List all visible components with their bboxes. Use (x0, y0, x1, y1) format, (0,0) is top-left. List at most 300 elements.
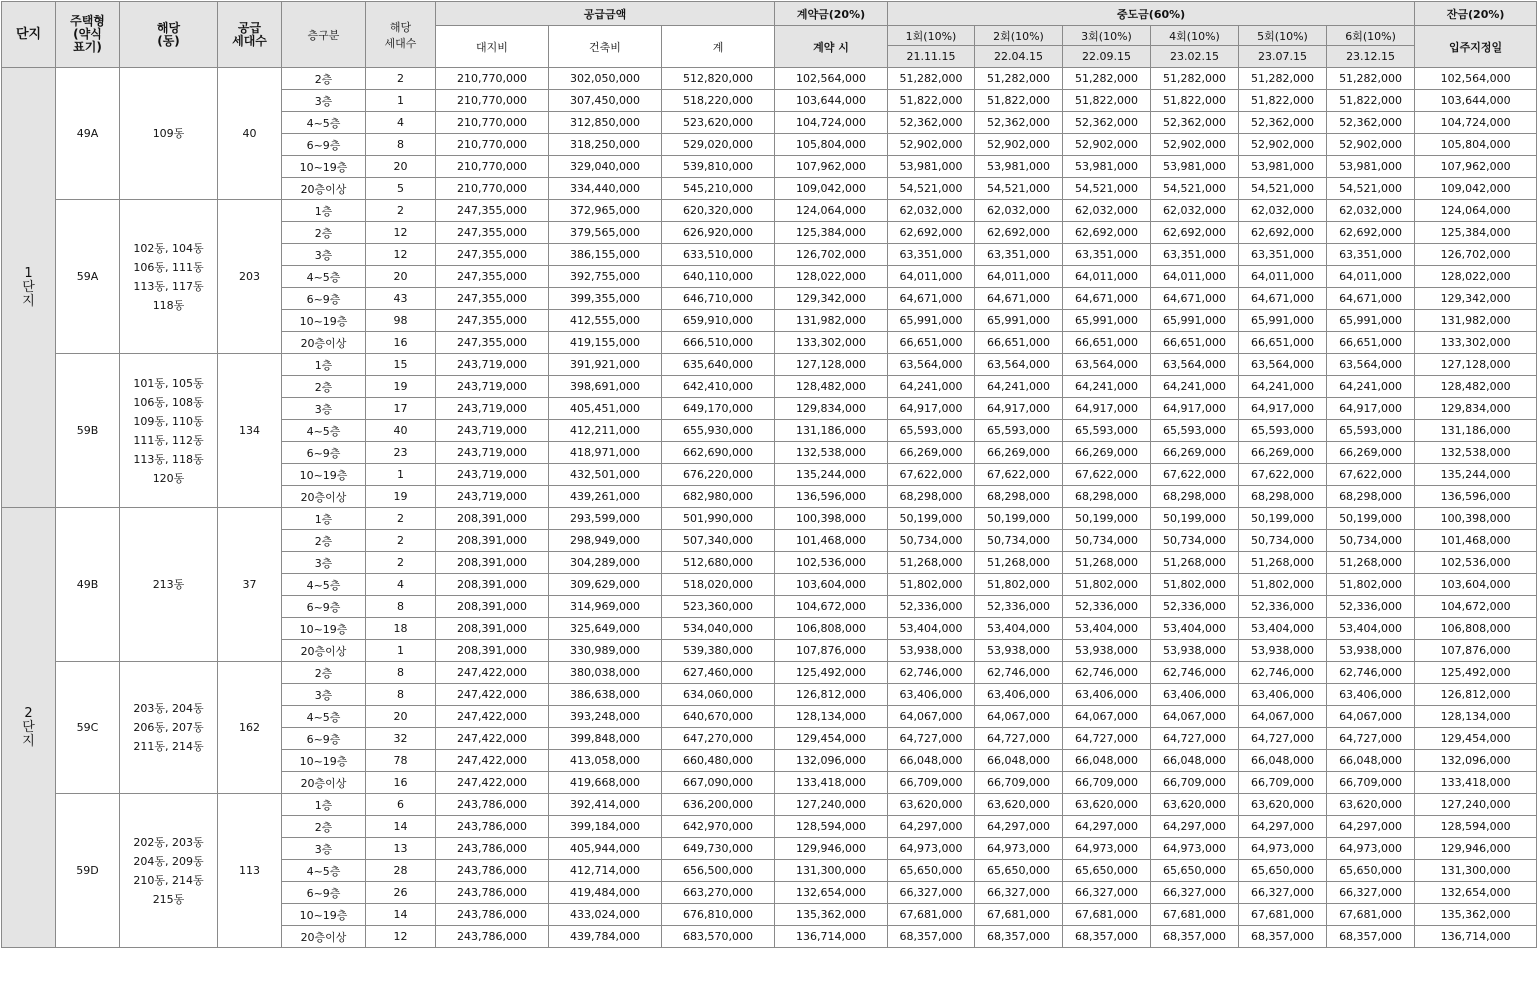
installment-2-amount: 63,564,000 (975, 354, 1063, 376)
unit-count: 12 (366, 926, 436, 948)
header-installment-3: 3회(10%) (1063, 26, 1151, 46)
installment-1-amount: 52,336,000 (888, 596, 975, 618)
text-line: 213동 (152, 578, 185, 591)
total-price: 640,670,000 (662, 706, 775, 728)
contract-amount: 109,042,000 (775, 178, 888, 200)
installment-3-amount: 68,298,000 (1063, 486, 1151, 508)
total-price: 626,920,000 (662, 222, 775, 244)
unit-count: 1 (366, 90, 436, 112)
total-price: 539,810,000 (662, 156, 775, 178)
installment-3-amount: 53,938,000 (1063, 640, 1151, 662)
total-price: 660,480,000 (662, 750, 775, 772)
balance-amount: 129,946,000 (1415, 838, 1537, 860)
installment-5-amount: 66,327,000 (1239, 882, 1327, 904)
installment-6-amount: 52,902,000 (1327, 134, 1415, 156)
installment-3-amount: 62,746,000 (1063, 662, 1151, 684)
balance-amount: 104,724,000 (1415, 112, 1537, 134)
installment-2-amount: 64,671,000 (975, 288, 1063, 310)
installment-1-amount: 65,991,000 (888, 310, 975, 332)
installment-1-amount: 62,032,000 (888, 200, 975, 222)
floor-range: 1층 (282, 354, 366, 376)
text-line: 2 (24, 705, 33, 721)
floor-range: 2층 (282, 68, 366, 90)
construction-price: 393,248,000 (549, 706, 662, 728)
installment-2-amount: 51,802,000 (975, 574, 1063, 596)
installment-5-amount: 51,268,000 (1239, 552, 1327, 574)
installment-1-amount: 67,681,000 (888, 904, 975, 926)
header-installment-4: 4회(10%) (1151, 26, 1239, 46)
contract-amount: 102,564,000 (775, 68, 888, 90)
land-price: 243,786,000 (436, 838, 549, 860)
installment-2-amount: 51,268,000 (975, 552, 1063, 574)
installment-1-amount: 63,620,000 (888, 794, 975, 816)
balance-amount: 131,300,000 (1415, 860, 1537, 882)
installment-5-amount: 67,681,000 (1239, 904, 1327, 926)
installment-6-amount: 51,268,000 (1327, 552, 1415, 574)
balance-amount: 131,186,000 (1415, 420, 1537, 442)
installment-5-amount: 64,067,000 (1239, 706, 1327, 728)
construction-price: 386,155,000 (549, 244, 662, 266)
installment-3-amount: 64,917,000 (1063, 398, 1151, 420)
installment-4-amount: 67,622,000 (1151, 464, 1239, 486)
total-price: 663,270,000 (662, 882, 775, 904)
land-price: 208,391,000 (436, 530, 549, 552)
total-price: 634,060,000 (662, 684, 775, 706)
contract-amount: 128,022,000 (775, 266, 888, 288)
installment-6-amount: 54,521,000 (1327, 178, 1415, 200)
balance-amount: 129,342,000 (1415, 288, 1537, 310)
unit-count: 19 (366, 486, 436, 508)
installment-2-amount: 65,593,000 (975, 420, 1063, 442)
construction-price: 372,965,000 (549, 200, 662, 222)
text-line: 지 (22, 733, 35, 749)
installment-2-amount: 63,620,000 (975, 794, 1063, 816)
installment-4-amount: 66,269,000 (1151, 442, 1239, 464)
installment-1-amount: 67,622,000 (888, 464, 975, 486)
contract-amount: 128,134,000 (775, 706, 888, 728)
text-line: 118동 (152, 298, 185, 312)
installment-2-amount: 64,241,000 (975, 376, 1063, 398)
installment-2-amount: 62,746,000 (975, 662, 1063, 684)
balance-amount: 126,812,000 (1415, 684, 1537, 706)
contract-amount: 129,834,000 (775, 398, 888, 420)
text-line: 206동, 207동 (133, 721, 204, 734)
header-contract-when: 계약 시 (775, 26, 888, 68)
balance-amount: 135,362,000 (1415, 904, 1537, 926)
installment-4-amount: 65,593,000 (1151, 420, 1239, 442)
land-price: 210,770,000 (436, 112, 549, 134)
construction-price: 298,949,000 (549, 530, 662, 552)
installment-6-amount: 51,282,000 (1327, 68, 1415, 90)
unit-count: 1 (366, 464, 436, 486)
installment-6-amount: 65,650,000 (1327, 860, 1415, 882)
unit-count: 20 (366, 156, 436, 178)
installment-3-amount: 52,336,000 (1063, 596, 1151, 618)
total-price: 647,270,000 (662, 728, 775, 750)
installment-4-amount: 68,357,000 (1151, 926, 1239, 948)
contract-amount: 128,594,000 (775, 816, 888, 838)
floor-range: 3층 (282, 90, 366, 112)
installment-1-amount: 66,709,000 (888, 772, 975, 794)
floor-range: 3층 (282, 552, 366, 574)
table-row (2, 354, 1537, 376)
text-line: 단 (22, 719, 35, 735)
total-price: 636,200,000 (662, 794, 775, 816)
text-line: 204동, 209동 (133, 854, 204, 868)
construction-price: 329,040,000 (549, 156, 662, 178)
unit-count: 23 (366, 442, 436, 464)
installment-4-amount: 63,351,000 (1151, 244, 1239, 266)
text-line: 106동, 108동 (133, 395, 204, 409)
floor-range: 3층 (282, 684, 366, 706)
total-price: 640,110,000 (662, 266, 775, 288)
header-supply-units-line1: 공급 (237, 20, 262, 35)
supply-units: 162 (218, 662, 282, 794)
floor-range: 2층 (282, 662, 366, 684)
installment-2-amount: 62,032,000 (975, 200, 1063, 222)
installment-4-amount: 50,734,000 (1151, 530, 1239, 552)
contract-amount: 131,300,000 (775, 860, 888, 882)
installment-1-amount: 64,067,000 (888, 706, 975, 728)
contract-amount: 133,302,000 (775, 332, 888, 354)
floor-range: 10~19층 (282, 464, 366, 486)
header-units-line1: 해당 (389, 20, 412, 34)
installment-1-amount: 68,357,000 (888, 926, 975, 948)
installment-6-amount: 52,362,000 (1327, 112, 1415, 134)
installment-3-amount: 51,282,000 (1063, 68, 1151, 90)
installment-3-amount: 51,268,000 (1063, 552, 1151, 574)
balance-amount: 132,096,000 (1415, 750, 1537, 772)
building-list (120, 794, 218, 948)
unit-count: 4 (366, 574, 436, 596)
unit-count: 2 (366, 200, 436, 222)
floor-range: 10~19층 (282, 904, 366, 926)
installment-3-amount: 64,067,000 (1063, 706, 1151, 728)
table-row (2, 794, 1537, 816)
land-price: 208,391,000 (436, 574, 549, 596)
header-contract: 계약금(20%) (775, 2, 888, 26)
floor-range: 3층 (282, 244, 366, 266)
unit-count: 98 (366, 310, 436, 332)
header-floor: 층구분 (282, 2, 366, 68)
installment-6-amount: 65,991,000 (1327, 310, 1415, 332)
header-total: 계 (662, 26, 775, 68)
unit-count: 20 (366, 266, 436, 288)
land-price: 247,355,000 (436, 310, 549, 332)
installment-4-amount: 54,521,000 (1151, 178, 1239, 200)
land-price: 247,422,000 (436, 684, 549, 706)
total-price: 539,380,000 (662, 640, 775, 662)
floor-range: 6~9층 (282, 134, 366, 156)
land-price: 247,422,000 (436, 706, 549, 728)
installment-6-amount: 65,593,000 (1327, 420, 1415, 442)
construction-price: 314,969,000 (549, 596, 662, 618)
construction-price: 432,501,000 (549, 464, 662, 486)
land-price: 243,786,000 (436, 882, 549, 904)
unit-count: 18 (366, 618, 436, 640)
installment-5-amount: 65,991,000 (1239, 310, 1327, 332)
construction-price: 325,649,000 (549, 618, 662, 640)
balance-amount: 129,454,000 (1415, 728, 1537, 750)
contract-amount: 107,962,000 (775, 156, 888, 178)
construction-price: 413,058,000 (549, 750, 662, 772)
construction-price: 398,691,000 (549, 376, 662, 398)
total-price: 518,220,000 (662, 90, 775, 112)
unit-count: 6 (366, 794, 436, 816)
text-line: 202동, 203동 (133, 835, 204, 849)
construction-price: 307,450,000 (549, 90, 662, 112)
total-price: 534,040,000 (662, 618, 775, 640)
land-price: 210,770,000 (436, 90, 549, 112)
installment-1-amount: 52,902,000 (888, 134, 975, 156)
installment-3-amount: 65,991,000 (1063, 310, 1151, 332)
total-price: 512,820,000 (662, 68, 775, 90)
installment-5-amount: 51,802,000 (1239, 574, 1327, 596)
installment-5-amount: 67,622,000 (1239, 464, 1327, 486)
land-price: 247,355,000 (436, 266, 549, 288)
contract-amount: 131,186,000 (775, 420, 888, 442)
installment-5-amount: 64,727,000 (1239, 728, 1327, 750)
installment-5-amount: 66,651,000 (1239, 332, 1327, 354)
installment-4-amount: 66,048,000 (1151, 750, 1239, 772)
installment-6-amount: 63,351,000 (1327, 244, 1415, 266)
installment-5-amount: 66,709,000 (1239, 772, 1327, 794)
installment-4-amount: 63,406,000 (1151, 684, 1239, 706)
floor-range: 3층 (282, 398, 366, 420)
installment-6-amount: 64,011,000 (1327, 266, 1415, 288)
contract-amount: 129,342,000 (775, 288, 888, 310)
installment-1-amount: 54,521,000 (888, 178, 975, 200)
floor-range: 2층 (282, 530, 366, 552)
installment-3-amount: 63,564,000 (1063, 354, 1151, 376)
contract-amount: 127,240,000 (775, 794, 888, 816)
unit-count: 2 (366, 552, 436, 574)
balance-amount: 133,418,000 (1415, 772, 1537, 794)
installment-3-amount: 64,973,000 (1063, 838, 1151, 860)
text-line: 101동, 105동 (133, 376, 204, 390)
installment-6-amount: 64,671,000 (1327, 288, 1415, 310)
land-price: 247,422,000 (436, 772, 549, 794)
balance-amount: 132,654,000 (1415, 882, 1537, 904)
installment-6-amount: 62,746,000 (1327, 662, 1415, 684)
installment-3-amount: 64,671,000 (1063, 288, 1151, 310)
installment-4-amount: 62,692,000 (1151, 222, 1239, 244)
total-price: 512,680,000 (662, 552, 775, 574)
total-price: 676,220,000 (662, 464, 775, 486)
installment-3-amount: 52,362,000 (1063, 112, 1151, 134)
construction-price: 302,050,000 (549, 68, 662, 90)
text-line: 102동, 104동 (133, 241, 204, 255)
header-housing-type-line3: 표기) (73, 40, 102, 54)
balance-amount: 127,240,000 (1415, 794, 1537, 816)
installment-5-amount: 64,011,000 (1239, 266, 1327, 288)
installment-6-amount: 68,357,000 (1327, 926, 1415, 948)
installment-4-amount: 51,802,000 (1151, 574, 1239, 596)
text-line: 109동 (152, 127, 185, 140)
header-installment-1: 1회(10%) (888, 26, 975, 46)
land-price: 247,422,000 (436, 662, 549, 684)
land-price: 208,391,000 (436, 618, 549, 640)
installment-5-amount: 64,297,000 (1239, 816, 1327, 838)
floor-range: 10~19층 (282, 156, 366, 178)
installment-2-amount: 53,404,000 (975, 618, 1063, 640)
unit-count: 20 (366, 706, 436, 728)
balance-amount: 102,564,000 (1415, 68, 1537, 90)
land-price: 247,355,000 (436, 244, 549, 266)
contract-amount: 132,538,000 (775, 442, 888, 464)
installment-5-amount: 62,032,000 (1239, 200, 1327, 222)
installment-4-amount: 53,981,000 (1151, 156, 1239, 178)
installment-2-amount: 53,938,000 (975, 640, 1063, 662)
header-building-line1: 해당 (156, 20, 181, 35)
contract-amount: 125,384,000 (775, 222, 888, 244)
installment-2-amount: 63,406,000 (975, 684, 1063, 706)
header-housing-type (56, 2, 120, 68)
land-price: 247,355,000 (436, 222, 549, 244)
installment-4-amount: 66,327,000 (1151, 882, 1239, 904)
floor-range: 1층 (282, 508, 366, 530)
total-price: 649,730,000 (662, 838, 775, 860)
installment-6-amount: 50,734,000 (1327, 530, 1415, 552)
construction-price: 412,555,000 (549, 310, 662, 332)
installment-4-amount: 51,822,000 (1151, 90, 1239, 112)
installment-4-amount: 64,011,000 (1151, 266, 1239, 288)
balance-amount: 109,042,000 (1415, 178, 1537, 200)
installment-1-amount: 65,593,000 (888, 420, 975, 442)
header-land: 대지비 (436, 26, 549, 68)
installment-3-amount: 67,681,000 (1063, 904, 1151, 926)
text-line: 단 (22, 279, 35, 295)
complex-name (2, 68, 56, 508)
installment-5-amount: 64,973,000 (1239, 838, 1327, 860)
installment-6-amount: 64,297,000 (1327, 816, 1415, 838)
installment-5-amount: 51,282,000 (1239, 68, 1327, 90)
installment-5-amount: 63,351,000 (1239, 244, 1327, 266)
installment-3-amount: 50,734,000 (1063, 530, 1151, 552)
floor-range: 6~9층 (282, 596, 366, 618)
installment-4-amount: 65,650,000 (1151, 860, 1239, 882)
contract-amount: 126,702,000 (775, 244, 888, 266)
installment-5-amount: 54,521,000 (1239, 178, 1327, 200)
installment-5-amount: 62,692,000 (1239, 222, 1327, 244)
installment-1-amount: 51,282,000 (888, 68, 975, 90)
text-line: 211동, 214동 (133, 740, 204, 753)
housing-type: 59D (56, 794, 120, 948)
installment-1-amount: 66,269,000 (888, 442, 975, 464)
installment-4-amount: 66,651,000 (1151, 332, 1239, 354)
unit-count: 2 (366, 68, 436, 90)
floor-range: 1층 (282, 200, 366, 222)
building-list (120, 662, 218, 794)
contract-amount: 131,982,000 (775, 310, 888, 332)
land-price: 247,422,000 (436, 750, 549, 772)
housing-type: 49A (56, 68, 120, 200)
installment-6-amount: 62,692,000 (1327, 222, 1415, 244)
housing-type: 49B (56, 508, 120, 662)
installment-4-amount: 53,404,000 (1151, 618, 1239, 640)
contract-amount: 104,724,000 (775, 112, 888, 134)
total-price: 676,810,000 (662, 904, 775, 926)
construction-price: 334,440,000 (549, 178, 662, 200)
installment-4-amount: 64,241,000 (1151, 376, 1239, 398)
header-installment-2-date: 22.04.15 (975, 46, 1063, 68)
housing-type: 59A (56, 200, 120, 354)
construction-price: 412,714,000 (549, 860, 662, 882)
construction-price: 330,989,000 (549, 640, 662, 662)
building-list (120, 68, 218, 200)
installment-1-amount: 63,406,000 (888, 684, 975, 706)
installment-4-amount: 64,917,000 (1151, 398, 1239, 420)
installment-2-amount: 50,734,000 (975, 530, 1063, 552)
unit-count: 13 (366, 838, 436, 860)
installment-1-amount: 64,297,000 (888, 816, 975, 838)
installment-5-amount: 62,746,000 (1239, 662, 1327, 684)
installment-5-amount: 66,048,000 (1239, 750, 1327, 772)
installment-2-amount: 66,709,000 (975, 772, 1063, 794)
total-price: 649,170,000 (662, 398, 775, 420)
contract-amount: 107,876,000 (775, 640, 888, 662)
land-price: 210,770,000 (436, 134, 549, 156)
unit-count: 19 (366, 376, 436, 398)
contract-amount: 102,536,000 (775, 552, 888, 574)
land-price: 247,422,000 (436, 728, 549, 750)
header-supply-units (218, 2, 282, 68)
installment-1-amount: 63,564,000 (888, 354, 975, 376)
installment-1-amount: 64,011,000 (888, 266, 975, 288)
installment-3-amount: 64,241,000 (1063, 376, 1151, 398)
installment-1-amount: 51,822,000 (888, 90, 975, 112)
installment-5-amount: 63,564,000 (1239, 354, 1327, 376)
total-price: 635,640,000 (662, 354, 775, 376)
installment-3-amount: 53,404,000 (1063, 618, 1151, 640)
installment-1-amount: 62,692,000 (888, 222, 975, 244)
unit-count: 26 (366, 882, 436, 904)
installment-2-amount: 51,282,000 (975, 68, 1063, 90)
unit-count: 2 (366, 508, 436, 530)
balance-amount: 129,834,000 (1415, 398, 1537, 420)
header-installment-5-date: 23.07.15 (1239, 46, 1327, 68)
construction-price: 399,848,000 (549, 728, 662, 750)
construction-price: 419,668,000 (549, 772, 662, 794)
unit-count: 32 (366, 728, 436, 750)
floor-range: 4~5층 (282, 266, 366, 288)
header-supply-price: 공급금액 (436, 2, 775, 26)
construction-price: 419,484,000 (549, 882, 662, 904)
header-installment-6-date: 23.12.15 (1327, 46, 1415, 68)
installment-2-amount: 66,327,000 (975, 882, 1063, 904)
unit-count: 16 (366, 772, 436, 794)
installment-6-amount: 68,298,000 (1327, 486, 1415, 508)
installment-6-amount: 62,032,000 (1327, 200, 1415, 222)
land-price: 243,719,000 (436, 420, 549, 442)
contract-amount: 126,812,000 (775, 684, 888, 706)
balance-amount: 105,804,000 (1415, 134, 1537, 156)
installment-4-amount: 51,282,000 (1151, 68, 1239, 90)
header-balance: 잔금(20%) (1415, 2, 1537, 26)
header-installment-3-date: 22.09.15 (1063, 46, 1151, 68)
installment-6-amount: 50,199,000 (1327, 508, 1415, 530)
installment-4-amount: 50,199,000 (1151, 508, 1239, 530)
installment-5-amount: 64,671,000 (1239, 288, 1327, 310)
construction-price: 293,599,000 (549, 508, 662, 530)
installment-3-amount: 66,048,000 (1063, 750, 1151, 772)
supply-units: 203 (218, 200, 282, 354)
construction-price: 312,850,000 (549, 112, 662, 134)
installment-2-amount: 52,362,000 (975, 112, 1063, 134)
floor-range: 4~5층 (282, 112, 366, 134)
balance-amount: 128,594,000 (1415, 816, 1537, 838)
contract-amount: 103,644,000 (775, 90, 888, 112)
